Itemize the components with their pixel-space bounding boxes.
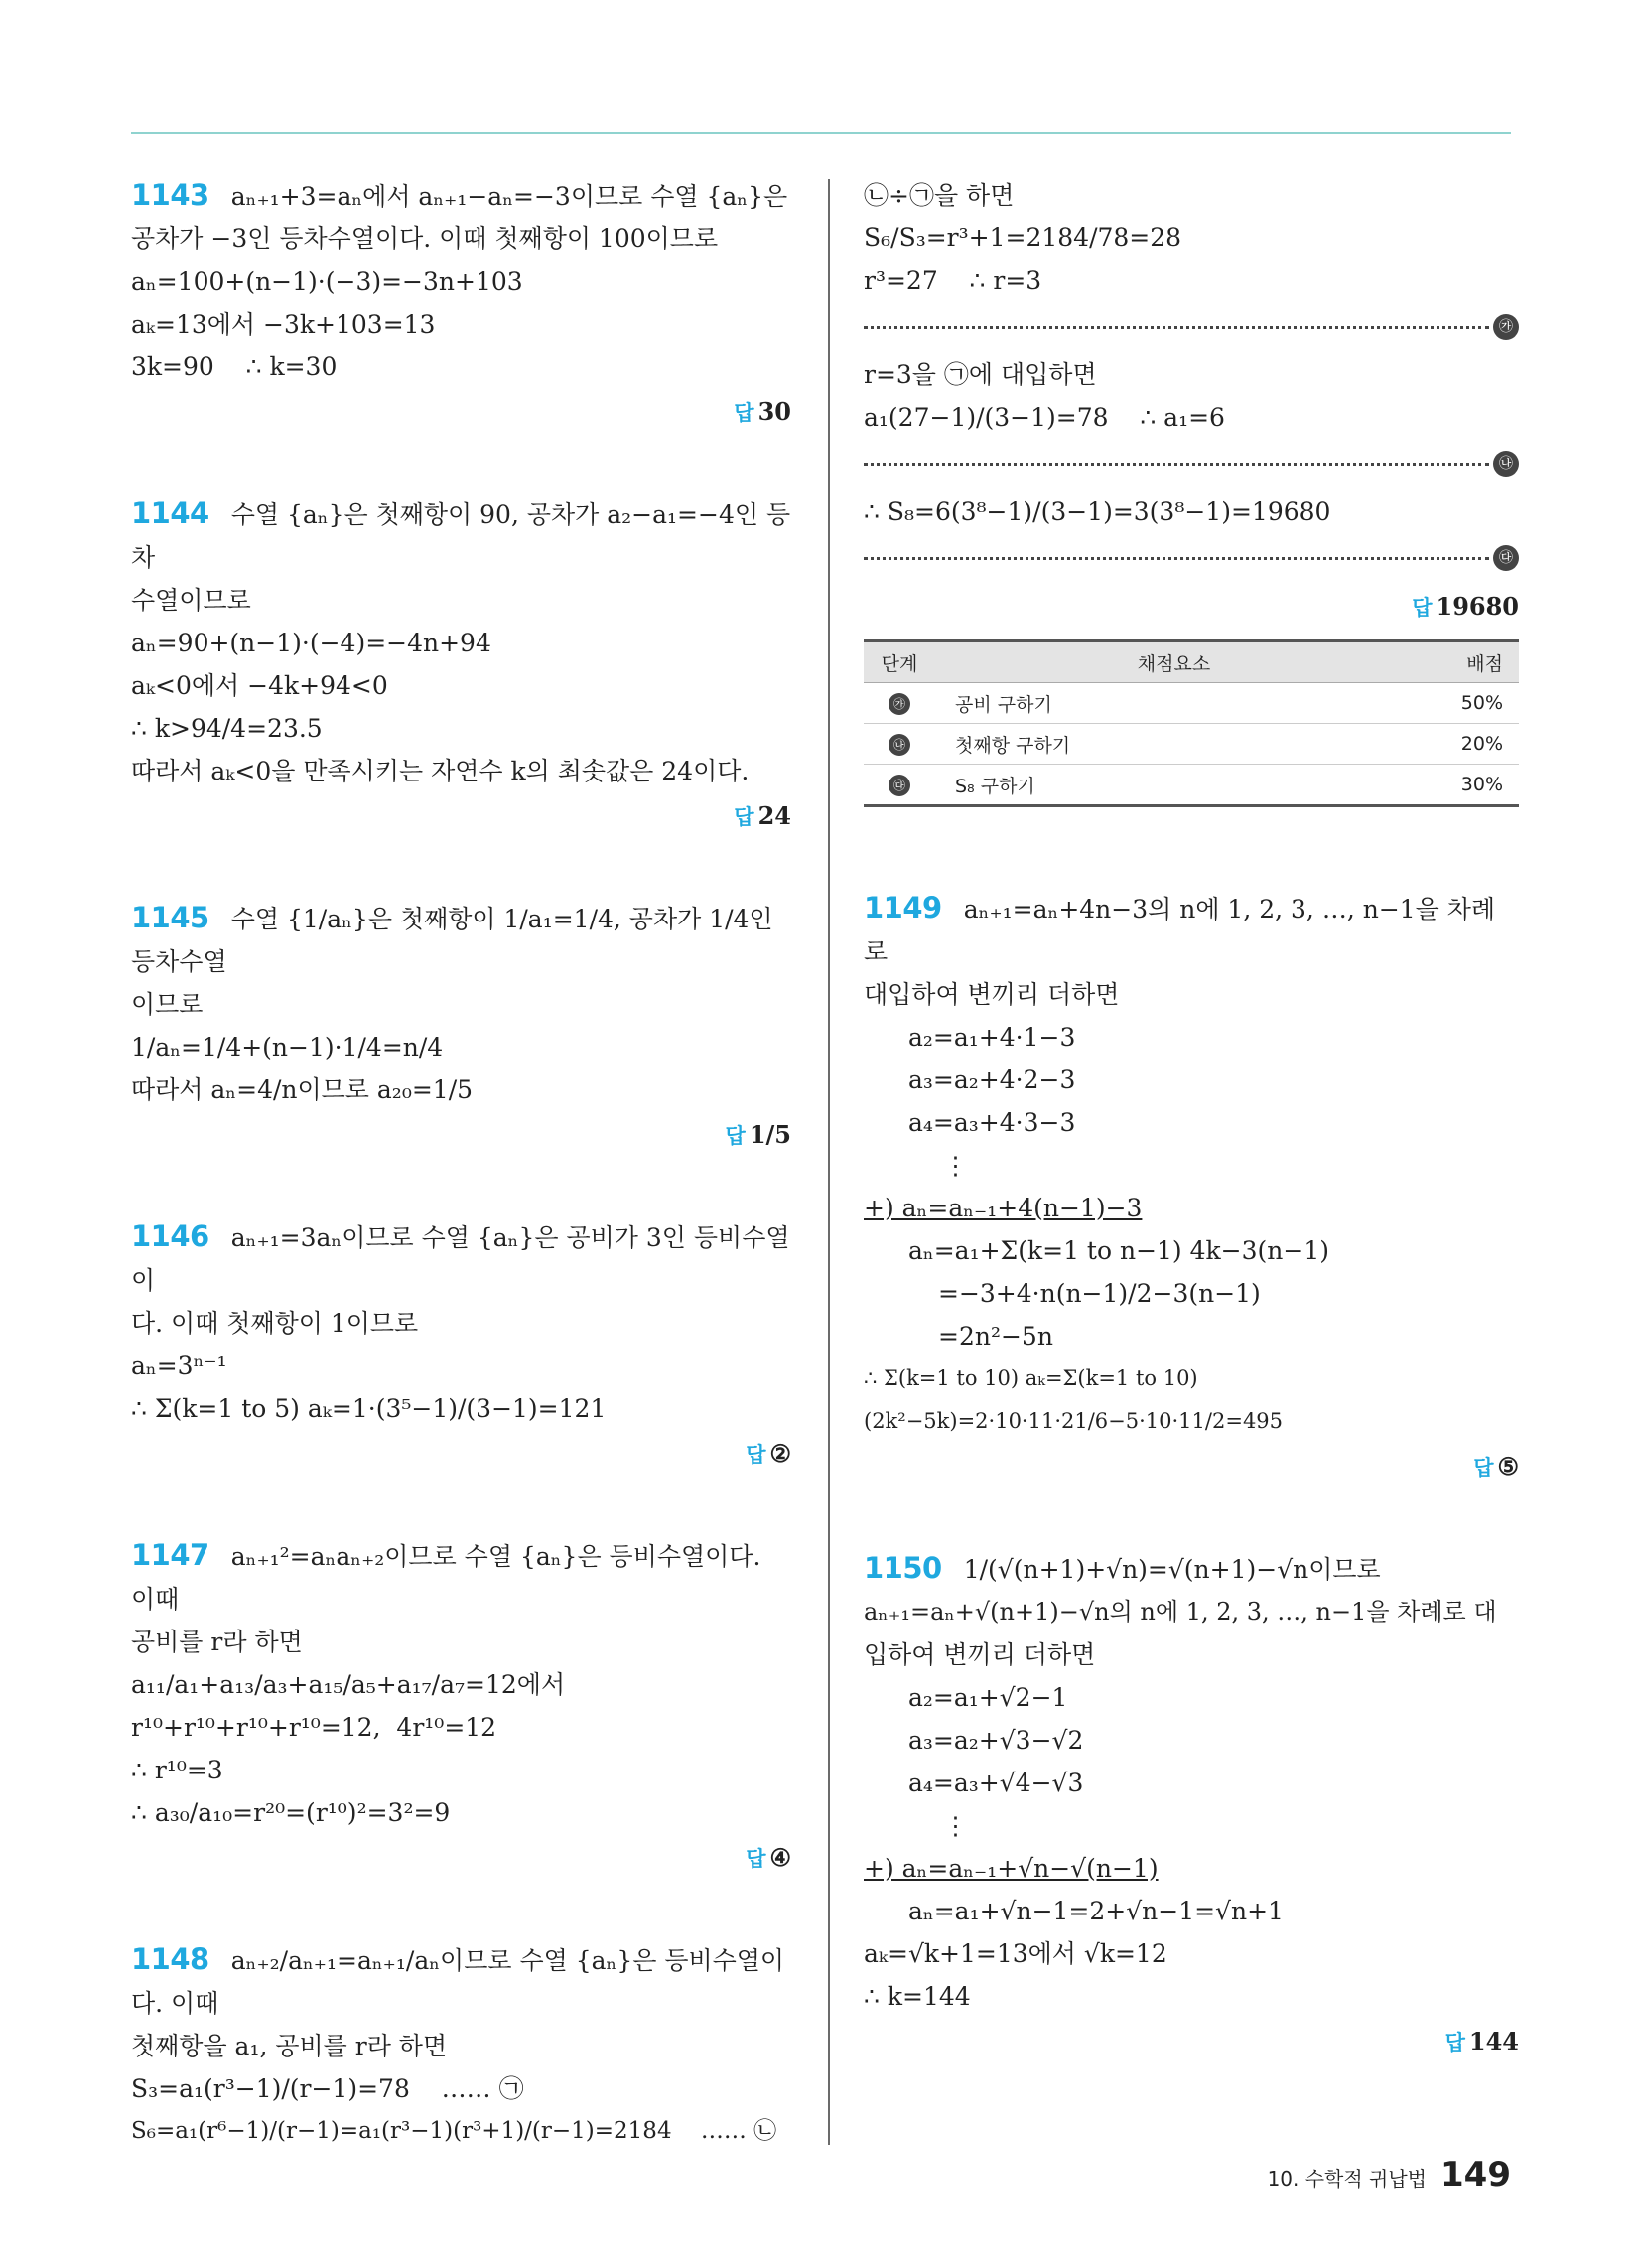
answer [131,390,791,435]
problem-number: 1149 [864,891,942,924]
problem-1149 [864,887,1519,1489]
table-row [864,724,1519,765]
column-divider [828,179,830,2145]
solution-line: 수열 {aₙ}은 첫째항이 90, 공차가 a₂−a₁=−4인 등차 [131,500,791,572]
solution-line: a₁(27−1)/(3−1)=78 ∴ a₁=6 [864,403,1225,432]
step-mark: ㉰ [1493,545,1519,571]
answer-value: 24 [757,801,791,830]
answer-label: 답 [746,1847,766,1871]
problem-number: 1145 [131,901,209,934]
criteria-cell: 첫째항 구하기 [935,724,1413,765]
answer [864,1445,1519,1489]
solution-line: =2n²−5n [938,1322,1053,1350]
solution-line: 따라서 aₖ<0을 만족시키는 자연수 k의 최솟값은 24이다. [131,757,750,785]
answer-value: 19680 [1436,592,1519,621]
solution-line: 수열 {1/aₙ}은 첫째항이 1/a₁=1/4, 공차가 1/4인 등차수열 [131,905,781,976]
solution-line: aₙ=a₁+Σ(k=1 to n−1) 4k−3(n−1) [908,1236,1329,1265]
answer [131,1113,791,1158]
step-separator [864,310,1519,346]
solution-line: 다. 이때 첫째항이 1이므로 [131,1309,419,1338]
solution-line: a₄=a₃+√4−√3 [908,1769,1084,1797]
solution-line: aₙ₊₁=aₙ+4n−3의 n에 1, 2, 3, …, n−1을 차례로 [864,895,1496,966]
solution-line: a₂=a₁+√2−1 [908,1683,1068,1712]
solution-line: 입하여 변끼리 더하면 [864,1640,1096,1669]
solution-line: 3k=90 ∴ k=30 [131,353,338,381]
page-footer [1268,2155,1511,2195]
answer-label: 답 [734,401,754,425]
solution-line: 이므로 [131,990,204,1019]
problem-number: 1146 [131,1219,209,1253]
answer-value: 30 [757,397,791,426]
problem-1146 [131,1215,791,1477]
solution-line: aₙ₊₁=3aₙ이므로 수열 {aₙ}은 공비가 3인 등비수열이 [131,1223,790,1295]
solution-line: 1/(√(n+1)+√n)=√(n+1)−√n이므로 [963,1555,1381,1584]
solution-line: aₙ₊₂/aₙ₊₁=aₙ₊₁/aₙ이므로 수열 {aₙ}은 등비수열이다. 이때 [131,1946,785,2018]
solution-line: ∴ k>94/4=23.5 [131,714,323,743]
table-row [864,683,1519,724]
solution-line: ∴ S₈=6(3⁸−1)/(3−1)=3(3⁸−1)=19680 [864,497,1331,526]
solution-line: r¹⁰+r¹⁰+r¹⁰+r¹⁰=12, 4r¹⁰=12 [131,1713,497,1742]
solution-line: =−3+4·n(n−1)/2−3(n−1) [938,1279,1261,1308]
solution-line: ∴ Σ(k=1 to 10) aₖ=Σ(k=1 to 10) (2k²−5k)=2·10·11·21/6−5·10·11/2=495 [864,1366,1284,1433]
solution-line: 수열이므로 [131,586,251,615]
answer-value: ② [769,1439,791,1468]
solution-line: ∴ k=144 [864,1982,971,2011]
page-number: 149 [1440,2155,1511,2195]
solution-line: aₙ=90+(n−1)·(−4)=−4n+94 [131,629,491,657]
answer [131,1432,791,1477]
solution-line: aₙ₊₁+3=aₙ에서 aₙ₊₁−aₙ=−3이므로 수열 {aₙ}은 [230,182,788,211]
answer-value: 1/5 [749,1120,791,1149]
solution-line: 공차가 −3인 등차수열이다. 이때 첫째항이 100이므로 [131,224,719,253]
solution-line: aₖ<0에서 −4k+94<0 [131,671,388,700]
solution-line: aₖ=√k+1=13에서 √k=12 [864,1939,1167,1968]
scoring-table-header [864,641,1519,683]
solution-line: S₆/S₃=r³+1=2184/78=28 [864,223,1182,252]
answer-label: 답 [746,1443,766,1467]
solution-line: +) aₙ=aₙ₋₁+√n−√(n−1) [864,1854,1159,1883]
solution-line: aₖ=13에서 −3k+103=13 [131,310,436,339]
score-cell: 30% [1413,765,1519,806]
step-mark: ㉯ [1493,451,1519,477]
solution-line: r=3을 ㉠에 대입하면 [864,360,1097,389]
answer [864,2020,1519,2064]
solution-line: 공비를 r라 하면 [131,1628,303,1656]
scoring-table [864,639,1519,807]
solution-line: 1/aₙ=1/4+(n−1)·1/4=n/4 [131,1033,444,1062]
answer [131,794,791,839]
problem-number: 1144 [131,496,209,530]
solution-line: ㉡÷㉠을 하면 [864,181,1015,210]
solution-line: S₆=a₁(r⁶−1)/(r−1)=a₁(r³−1)(r³+1)/(r−1)=2184 …… ㉡ [131,2118,777,2144]
solution-line: aₙ=3ⁿ⁻¹ [131,1351,227,1380]
solution-line: a₁₁/a₁+a₁₃/a₃+a₁₅/a₅+a₁₇/a₇=12에서 [131,1670,566,1699]
problem-1150 [864,1547,1519,2064]
solution-line: +) aₙ=aₙ₋₁+4(n−1)−3 [864,1194,1143,1222]
problem-number: 1147 [131,1538,209,1572]
score-cell: 50% [1413,683,1519,724]
step-badge: ㉰ [889,775,910,796]
solution-line: aₙ=a₁+√n−1=2+√n−1=√n+1 [908,1897,1284,1925]
step-separator [864,541,1519,577]
answer [131,1836,791,1881]
header-criteria: 채점요소 [1137,652,1211,675]
solution-line: 따라서 aₙ=4/n이므로 a₂₀=1/5 [131,1075,474,1104]
solution-line: a₄=a₃+4·3−3 [908,1108,1076,1137]
problem-1148-continued [864,174,1519,807]
problem-number: 1143 [131,178,209,212]
answer-value: ⑤ [1497,1452,1519,1481]
header-score: 배점 [1466,652,1503,675]
answer-label: 답 [1473,1456,1494,1480]
problem-number: 1150 [864,1551,942,1585]
solution-line: ∴ r¹⁰=3 [131,1756,223,1784]
answer-label: 답 [1444,2031,1465,2055]
answer [864,585,1519,630]
solution-line: aₙ₊₁²=aₙaₙ₊₂이므로 수열 {aₙ}은 등비수열이다. 이때 [131,1542,769,1614]
problem-number: 1148 [131,1942,209,1976]
answer-value: ④ [769,1843,791,1872]
answer-label: 답 [734,805,754,829]
solution-line: ⋮ [943,1151,968,1180]
problem-1143 [131,174,791,435]
step-mark: ㉮ [1493,314,1519,340]
header-step: 단계 [881,652,918,675]
step-separator [864,447,1519,483]
right-column [864,174,1519,2064]
solution-line: aₙ=100+(n−1)·(−3)=−3n+103 [131,267,523,296]
answer-value: 144 [1468,2027,1519,2055]
solution-line: a₃=a₂+√3−√2 [908,1726,1084,1755]
solution-line: r³=27 ∴ r=3 [864,266,1042,295]
answer-label: 답 [1412,596,1433,620]
solution-line: a₃=a₂+4·2−3 [908,1065,1076,1094]
solution-line: 대입하여 변끼리 더하면 [864,980,1120,1009]
solution-line: a₂=a₁+4·1−3 [908,1023,1076,1052]
chapter-title: 10. 수학적 귀납법 [1267,2167,1428,2191]
solution-line: 첫째항을 a₁, 공비를 r라 하면 [131,2032,448,2060]
problem-1145 [131,897,791,1158]
left-column [131,174,791,2153]
step-badge: ㉯ [889,734,910,756]
problem-1144 [131,493,791,839]
problem-1147 [131,1534,791,1881]
score-cell: 20% [1413,724,1519,765]
solution-line: ⋮ [943,1811,968,1840]
solution-line: aₙ₊₁=aₙ+√(n+1)−√n의 n에 1, 2, 3, …, n−1을 차례로 대 [864,1598,1497,1626]
answer-label: 답 [725,1124,746,1148]
top-rule [131,132,1511,134]
criteria-cell: S₈ 구하기 [935,765,1413,806]
solution-line: ∴ a₃₀/a₁₀=r²⁰=(r¹⁰)²=3²=9 [131,1798,451,1827]
problem-1148-start [131,1938,791,2153]
criteria-cell: 공비 구하기 [935,683,1413,724]
step-badge: ㉮ [889,693,910,715]
solution-line: ∴ Σ(k=1 to 5) aₖ=1·(3⁵−1)/(3−1)=121 [131,1394,607,1423]
table-row [864,765,1519,806]
solution-line: S₃=a₁(r³−1)/(r−1)=78 …… ㉠ [131,2074,524,2103]
